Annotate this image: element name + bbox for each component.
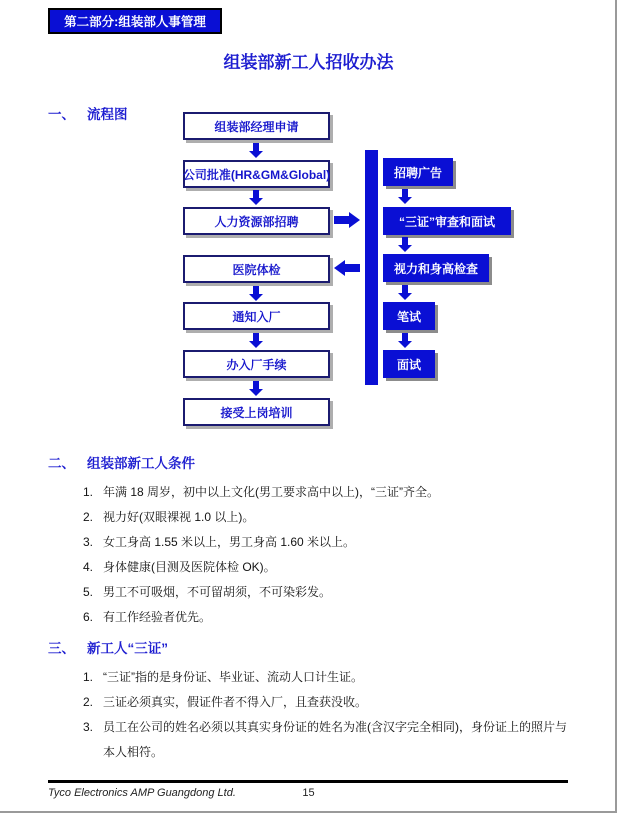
down-arrow-icon bbox=[398, 333, 412, 348]
item-text: 身体健康(目测及医院体检 OK)。 bbox=[103, 560, 276, 574]
flow-connector-bar bbox=[365, 150, 378, 385]
item-text: 有工作经验者优先。 bbox=[103, 610, 212, 624]
flow-sub-step-2: “三证”审查和面试 bbox=[383, 207, 511, 235]
footer-page-number: 15 bbox=[302, 787, 315, 799]
flow-main-step-3: 人力资源部招聘 bbox=[183, 207, 330, 235]
item-number: 1. bbox=[83, 485, 94, 499]
item-text: “三证”指的是身份证、毕业证、流动人口计生证。 bbox=[103, 670, 363, 684]
item-text: 男工不可吸烟，不可留胡须，不可染彩发。 bbox=[103, 585, 332, 599]
flow-sub-step-3: 视力和身高检查 bbox=[383, 254, 489, 282]
section-marker: 三、 bbox=[48, 641, 75, 656]
section-heading-certs bbox=[48, 637, 168, 657]
down-arrow-icon bbox=[398, 189, 412, 204]
section-title: 新工人“三证” bbox=[87, 641, 168, 656]
down-arrow-icon bbox=[249, 333, 263, 348]
list-item bbox=[83, 555, 573, 580]
section-marker: 二、 bbox=[48, 456, 75, 471]
item-number: 3. bbox=[83, 720, 94, 734]
section-marker: 一、 bbox=[48, 107, 75, 122]
down-arrow-icon bbox=[249, 286, 263, 301]
section-banner-label: 第二部分:组装部人事管理 bbox=[64, 15, 206, 29]
item-number: 3. bbox=[83, 535, 94, 549]
item-number: 2. bbox=[83, 695, 94, 709]
flow-main-step-7: 接受上岗培训 bbox=[183, 398, 330, 426]
flow-main-step-6: 办入厂手续 bbox=[183, 350, 330, 378]
section-heading-conditions bbox=[48, 452, 195, 472]
item-number: 1. bbox=[83, 670, 94, 684]
list-item bbox=[83, 690, 573, 715]
left-arrow-icon bbox=[334, 260, 360, 276]
flow-sub-step-5: 面试 bbox=[383, 350, 435, 378]
section-banner bbox=[48, 8, 222, 34]
item-text: 年满 18 周岁，初中以上文化(男工要求高中以上)，“三证”齐全。 bbox=[103, 485, 440, 499]
list-item bbox=[83, 580, 573, 605]
list-item bbox=[83, 665, 573, 690]
list-item bbox=[83, 505, 573, 530]
conditions-list bbox=[83, 480, 573, 630]
down-arrow-icon bbox=[398, 237, 412, 252]
item-text: 女工身高 1.55 米以上，男工身高 1.60 米以上。 bbox=[103, 535, 356, 549]
down-arrow-icon bbox=[398, 285, 412, 300]
page-title: 组装部新工人招收办法 bbox=[223, 53, 394, 72]
right-arrow-icon bbox=[334, 212, 360, 228]
flow-main-step-5: 通知入厂 bbox=[183, 302, 330, 330]
item-number: 5. bbox=[83, 585, 94, 599]
flow-sub-step-1: 招聘广告 bbox=[383, 158, 453, 186]
item-text: 员工在公司的姓名必须以其真实身份证的姓名为准(含汉字完全相同)，身份证上的照片与本人相符。 bbox=[103, 720, 567, 759]
item-number: 4. bbox=[83, 560, 94, 574]
footer-company: Tyco Electronics AMP Guangdong Ltd. bbox=[48, 787, 236, 799]
flow-main-step-1: 组装部经理申请 bbox=[183, 112, 330, 140]
list-item bbox=[83, 605, 573, 630]
item-text: 视力好(双眼裸视 1.0 以上)。 bbox=[103, 510, 255, 524]
list-item bbox=[83, 480, 573, 505]
certs-list bbox=[83, 665, 573, 765]
list-item bbox=[83, 530, 573, 555]
flow-main-step-4: 医院体检 bbox=[183, 255, 330, 283]
down-arrow-icon bbox=[249, 381, 263, 396]
item-number: 6. bbox=[83, 610, 94, 624]
flow-main-step-2: 公司批准(HR&GM&Global) bbox=[183, 160, 330, 188]
item-text: 三证必须真实，假证件者不得入厂，且查获没收。 bbox=[103, 695, 368, 709]
list-item bbox=[83, 715, 573, 765]
down-arrow-icon bbox=[249, 143, 263, 158]
section-title: 流程图 bbox=[87, 107, 128, 122]
item-number: 2. bbox=[83, 510, 94, 524]
down-arrow-icon bbox=[249, 190, 263, 205]
footer-divider bbox=[48, 780, 568, 783]
section-heading-flow bbox=[48, 103, 128, 123]
flow-sub-step-4: 笔试 bbox=[383, 302, 435, 330]
section-title: 组装部新工人条件 bbox=[87, 456, 195, 471]
